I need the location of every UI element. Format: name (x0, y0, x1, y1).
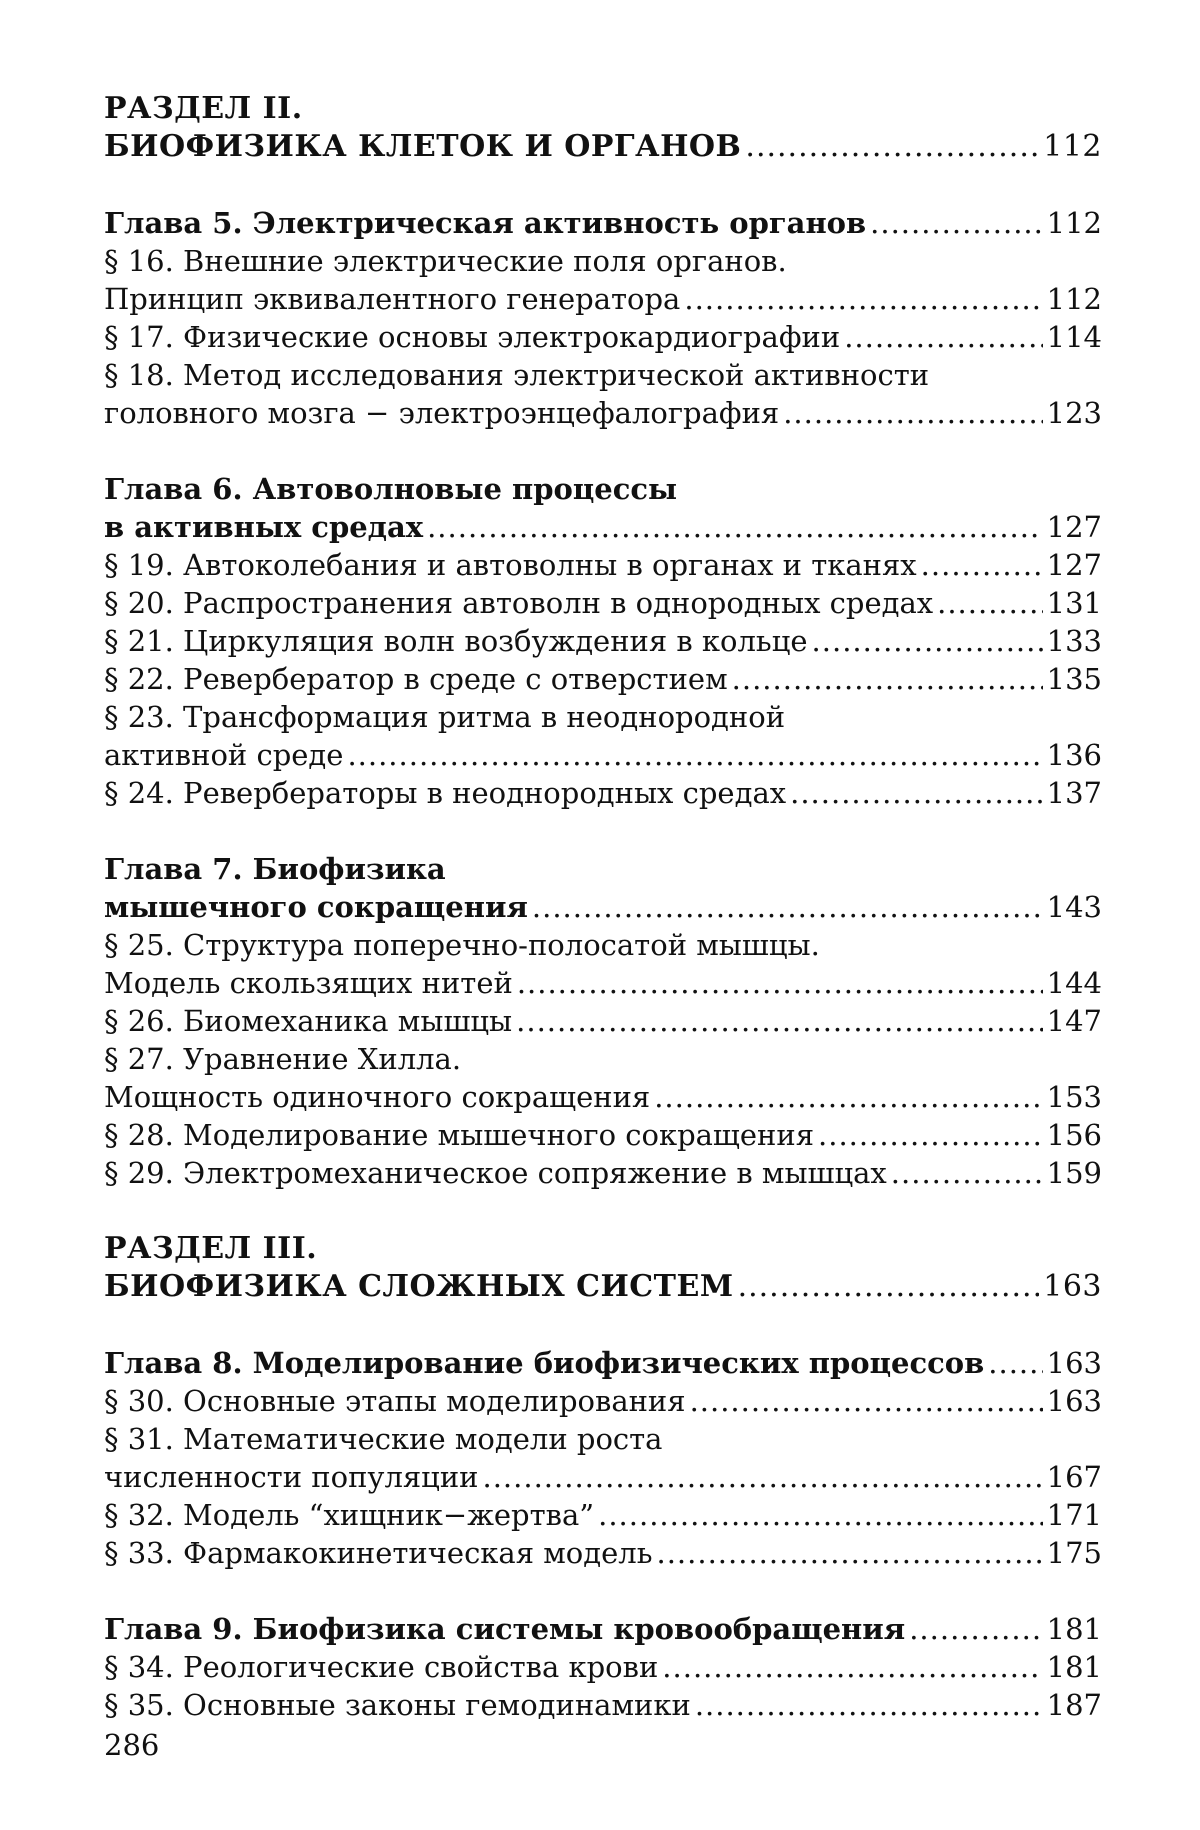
dot-leader (532, 888, 1043, 926)
toc-entry-title: § 16. Внешние электрические поля органов. (104, 244, 787, 278)
toc-entry-page: 137 (1046, 776, 1102, 810)
toc-entry (104, 660, 1102, 698)
toc-entry-title: БИОФИЗИКА СЛОЖНЫХ СИСТЕМ (104, 1269, 734, 1304)
toc-entry-page: 123 (1046, 396, 1102, 430)
dot-leader (937, 584, 1043, 622)
toc-entry (104, 356, 1102, 394)
dot-leader (921, 546, 1043, 584)
toc-group (104, 1610, 1102, 1724)
toc-entry (104, 1002, 1102, 1040)
toc-entry-title: головного мозга − электроэнцефалография (104, 396, 780, 430)
toc-entry-page: 163 (1046, 1384, 1102, 1418)
dot-leader (684, 280, 1042, 318)
toc-entry-title: § 32. Модель “хищник−жертва” (104, 1498, 595, 1532)
toc-entry-title: активной среде (104, 738, 344, 772)
toc-group (104, 204, 1102, 432)
toc-entry-page: 167 (1046, 1460, 1102, 1494)
dot-leader (891, 1154, 1043, 1192)
toc-entry (104, 888, 1102, 926)
toc-entry (104, 1116, 1102, 1154)
dot-leader (844, 318, 1042, 356)
toc-entry (104, 204, 1102, 242)
toc-entry-page: 147 (1046, 1004, 1102, 1038)
toc-entry-title: § 30. Основные этапы моделирования (104, 1384, 686, 1418)
toc-entry-title: § 26. Биомеханика мышцы (104, 1004, 513, 1038)
toc-entry-title: РАЗДЕЛ II. (104, 91, 303, 126)
dot-leader (517, 964, 1043, 1002)
toc-entry-page: 159 (1046, 1156, 1102, 1190)
page-number: 286 (104, 1728, 160, 1762)
toc-entry-title: Глава 5. Электрическая активность органов (104, 206, 867, 240)
dot-leader (790, 774, 1043, 812)
toc-entry (104, 1458, 1102, 1496)
toc-entry-title: § 19. Автоколебания и автоволны в органах и тканях (104, 548, 917, 582)
toc-entry-title: Глава 9. Биофизика системы кровообращения (104, 1612, 906, 1646)
toc-entry-title: мышечного сокращения (104, 890, 528, 924)
toc-entry (104, 546, 1102, 584)
toc-entry (104, 622, 1102, 660)
toc-entry-page: 171 (1046, 1498, 1102, 1532)
toc-entry-page: 144 (1046, 966, 1102, 1000)
dot-leader (695, 1686, 1043, 1724)
toc-entry-title: § 31. Математические модели роста (104, 1422, 663, 1456)
dot-leader (988, 1344, 1042, 1382)
toc-entry (104, 470, 1102, 508)
dot-leader (690, 1382, 1043, 1420)
toc-entry-title: § 34. Реологические свойства крови (104, 1650, 659, 1684)
toc-entry-title: § 18. Метод исследования электрической активности (104, 358, 930, 392)
toc-entry-page: 153 (1046, 1080, 1102, 1114)
toc-entry (104, 1078, 1102, 1116)
toc-entry-title: Модель скользящих нитей (104, 966, 513, 1000)
toc-entry (104, 128, 1102, 166)
toc-entry-page: 133 (1046, 624, 1102, 658)
dot-leader (909, 1610, 1042, 1648)
toc-entry-title: § 25. Структура поперечно-полосатой мышцы. (104, 928, 820, 962)
toc-entry (104, 1040, 1102, 1078)
toc-entry (104, 508, 1102, 546)
toc-entry (104, 242, 1102, 280)
toc-group (104, 1230, 1102, 1306)
toc-entry-title: Принцип эквивалентного генератора (104, 282, 681, 316)
toc-entry-title: § 24. Ревербераторы в неоднородных средах (104, 776, 787, 810)
dot-leader (654, 1078, 1042, 1116)
toc-entry-page: 163 (1043, 1269, 1102, 1304)
toc-entry (104, 850, 1102, 888)
toc-entry (104, 280, 1102, 318)
dot-leader (656, 1534, 1042, 1572)
toc-entry-title: Глава 8. Моделирование биофизических процессов (104, 1346, 985, 1380)
toc-entry-page: 135 (1046, 662, 1102, 696)
toc-entry (104, 394, 1102, 432)
toc-entry (104, 1420, 1102, 1458)
toc-entry-page: 112 (1046, 282, 1102, 316)
dot-leader (783, 394, 1042, 432)
toc-entry (104, 964, 1102, 1002)
toc-entry-title: Глава 6. Автоволновые процессы (104, 472, 678, 506)
toc-entry-page: 163 (1046, 1346, 1102, 1380)
dot-leader (347, 736, 1042, 774)
toc-entry-page: 112 (1043, 129, 1102, 164)
toc-entry-title: численности популяции (104, 1460, 479, 1494)
toc-entry-title: Мощность одиночного сокращения (104, 1080, 651, 1114)
dot-leader (738, 1268, 1040, 1306)
toc-entry-page: 156 (1046, 1118, 1102, 1152)
toc-entry (104, 1382, 1102, 1420)
toc-entry-title: § 28. Моделирование мышечного сокращения (104, 1118, 815, 1152)
toc-entry-title: § 22. Ревербератор в среде с отверстием (104, 662, 728, 696)
toc-entry-title: РАЗДЕЛ III. (104, 1231, 318, 1266)
toc-entry (104, 1496, 1102, 1534)
toc-entry-title: § 21. Циркуляция волн возбуждения в кольце (104, 624, 808, 658)
toc-entry-page: 112 (1046, 206, 1102, 240)
toc-entry-title: БИОФИЗИКА КЛЕТОК И ОРГАНОВ (104, 129, 742, 164)
toc-entry (104, 1686, 1102, 1724)
dot-leader (818, 1116, 1043, 1154)
dot-leader (870, 204, 1042, 242)
dot-leader (516, 1002, 1043, 1040)
toc-entry-page: 136 (1046, 738, 1102, 772)
toc-entry (104, 1534, 1102, 1572)
toc-entry-page: 114 (1046, 320, 1102, 354)
toc-entry-title: в активных средах (104, 510, 424, 544)
toc-entry (104, 698, 1102, 736)
dot-leader (812, 622, 1043, 660)
toc-entry-page: 127 (1046, 548, 1102, 582)
toc-entry (104, 926, 1102, 964)
toc-entry-title: Глава 7. Биофизика (104, 852, 446, 886)
toc-entry-page: 181 (1046, 1650, 1102, 1684)
toc-entry (104, 1648, 1102, 1686)
toc-entry-title: § 27. Уравнение Хилла. (104, 1042, 462, 1076)
toc-entry (104, 318, 1102, 356)
table-of-contents (104, 90, 1102, 1762)
toc-entry-page: 181 (1046, 1612, 1102, 1646)
dot-leader (732, 660, 1043, 698)
toc-group (104, 90, 1102, 166)
toc-entry-page: 143 (1046, 890, 1102, 924)
toc-entry-page: 175 (1046, 1536, 1102, 1570)
dot-leader (662, 1648, 1042, 1686)
dot-leader (427, 508, 1043, 546)
dot-leader (745, 128, 1039, 166)
toc-group (104, 850, 1102, 1192)
toc-entry (104, 584, 1102, 622)
toc-entry-title: § 35. Основные законы гемодинамики (104, 1688, 691, 1722)
toc-entry-title: § 20. Распространения автоволн в однородных средах (104, 586, 934, 620)
toc-entry-title: § 17. Физические основы электрокардиографии (104, 320, 841, 354)
dot-leader (482, 1458, 1042, 1496)
toc-entry (104, 1154, 1102, 1192)
toc-group (104, 470, 1102, 812)
toc-entry (104, 736, 1102, 774)
toc-entry-page: 187 (1046, 1688, 1102, 1722)
toc-entry-title: § 23. Трансформация ритма в неоднородной (104, 700, 786, 734)
toc-entry (104, 774, 1102, 812)
toc-entry-title: § 29. Электромеханическое сопряжение в мышцах (104, 1156, 887, 1190)
toc-entry-page: 127 (1046, 510, 1102, 544)
toc-entry (104, 1344, 1102, 1382)
toc-entry-page: 131 (1046, 586, 1102, 620)
toc-group (104, 1344, 1102, 1572)
toc-entry (104, 1268, 1102, 1306)
toc-entry (104, 1610, 1102, 1648)
toc-entry-title: § 33. Фармакокинетическая модель (104, 1536, 653, 1570)
toc-entry (104, 1230, 1102, 1268)
dot-leader (598, 1496, 1043, 1534)
toc-entry (104, 90, 1102, 128)
